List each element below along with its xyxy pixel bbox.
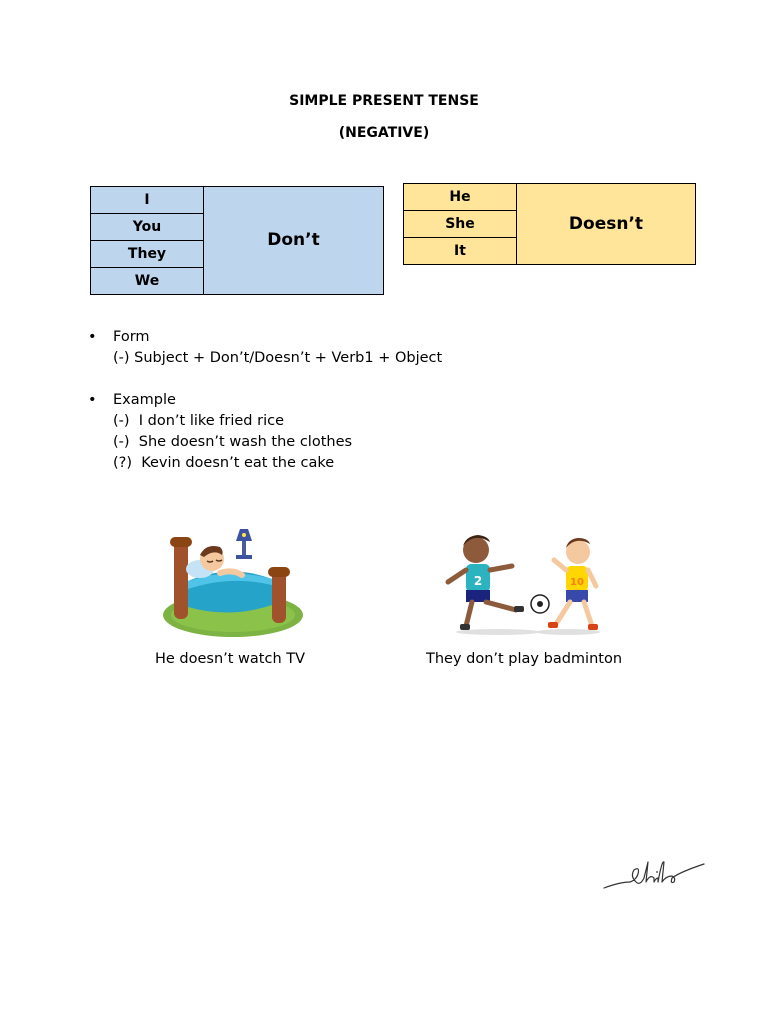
handwritten-signature-icon (600, 852, 708, 896)
example-label: Example (113, 392, 176, 408)
pronoun-cell-i: I (91, 187, 204, 214)
boy-sleeping-in-bed-icon (160, 523, 306, 641)
form-pattern: (-) Subject + Don’t/Doesn’t + Verb1 + Object (113, 350, 443, 366)
bullet-list (0, 327, 768, 495)
doesnt-auxiliary-cell: Doesn’t (517, 184, 696, 265)
form-label: Form (113, 329, 150, 345)
example-line: (-) I don’t like fried rice (113, 413, 284, 429)
doesnt-pronoun-table (403, 183, 696, 265)
svg-text:2: 2 (473, 574, 483, 588)
page-subtitle: (NEGATIVE) (338, 125, 430, 141)
example-bullet (0, 390, 768, 474)
example-line: (-) She doesn’t wash the clothes (113, 434, 353, 450)
dont-auxiliary-cell: Don’t (204, 187, 384, 295)
svg-text:10: 10 (570, 577, 584, 588)
example-line: (?) Kevin doesn’t eat the cake (113, 455, 335, 471)
pronoun-cell-they: They (91, 241, 204, 268)
caption-right: They don’t play badminton (425, 651, 623, 667)
caption-left: He doesn’t watch TV (154, 651, 306, 667)
bullet-icon: • (88, 329, 97, 345)
page-title: SIMPLE PRESENT TENSE (289, 93, 479, 109)
bullet-icon: • (88, 392, 97, 408)
pronoun-cell-we: We (91, 268, 204, 295)
dont-pronoun-table (90, 186, 384, 295)
pronoun-cell-you: You (91, 214, 204, 241)
pronoun-cell-she: She (404, 211, 517, 238)
boys-playing-football-icon (438, 530, 608, 640)
pronoun-cell-it: It (404, 238, 517, 265)
form-bullet (0, 327, 768, 369)
pronoun-cell-he: He (404, 184, 517, 211)
